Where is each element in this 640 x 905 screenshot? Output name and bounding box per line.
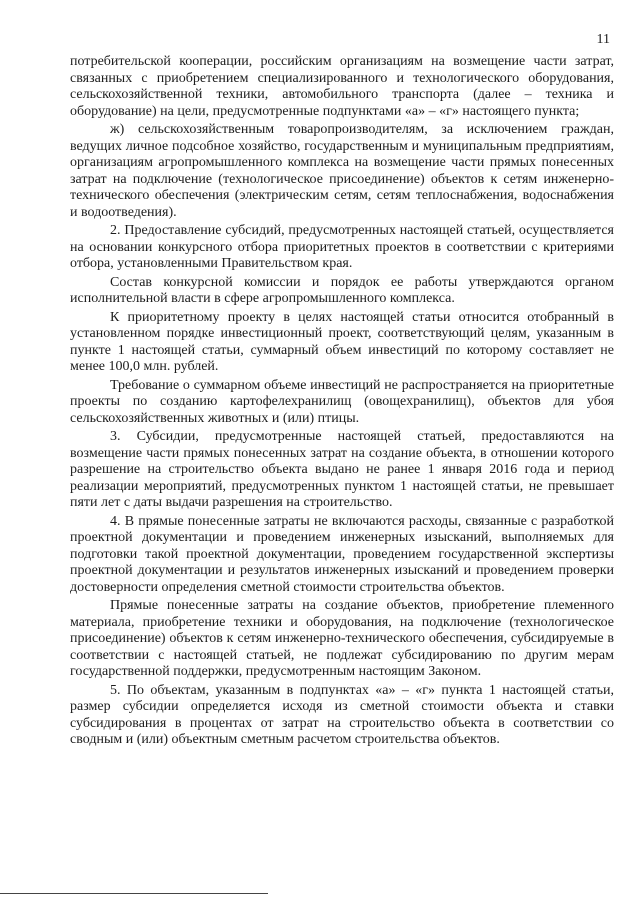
paragraph-continuation: потребительской кооперации, российским организациям на возмещение части затрат, связанных с приобретением специализированного и технологического оборудования, сельскохозяйственной техники, автомобильного транспорта (далее – техника и оборудование) на цели, предусмотренные подпунктами «а» – «г» настоящего пункта; (70, 54, 614, 119)
footer-divider (0, 893, 268, 894)
paragraph-point-2: 2. Предоставление субсидий, предусмотренных настоящей статьей, осуществляется на основании конкурсного отбора приоритетных проектов в соответствии с критериями отбора, установленными Правительством края. (70, 223, 614, 271)
page-number: 11 (596, 32, 610, 47)
paragraph-direct-costs: Прямые понесенные затраты на создание объектов, приобретение племенного материала, приобретение техники и оборудования, на подключение (технологическое присоединение) объектов к сетям инженерно-технического обеспечения, субсидируемые в соответствии с настоящей статьей, не подлежат субсидированию по другим мерам государственной поддержки, предусмотренным настоящим Законом. (70, 598, 614, 679)
paragraph-point-4: 4. В прямые понесенные затраты не включаются расходы, связанные с разработкой проектной документации и проведением инженерных изысканий, выполняемых для подготовки такой проектной документации, проведением государственной экспертизы проектной документации и результатов инженерных изысканий и проведением проверки достоверности определения сметной стоимости строительства объектов. (70, 513, 614, 595)
paragraph-subpoint-zh: ж) сельскохозяйственным товаропроизводителям, за исключением граждан, ведущих личное подсобное хозяйство, государственным и муниципальным предприятиям, организациям агропромышленного комплекса на возмещение части прямых понесенных затрат на подключение (технологическое присоединение) объектов к сетям инженерно-технического обеспечения (электрическим сетям, сетям теплоснабжения, водоснабжения и водоотведения). (70, 122, 614, 220)
paragraph-priority-project: К приоритетному проекту в целях настоящей статьи относится отобранный в установленном порядке инвестиционный проект, соответствующий целям, указанным в пункте 1 настоящей статьи, суммарный объем инвестиций по которому составляет не менее 100,0 млн. рублей. (70, 309, 614, 374)
paragraph-point-3: 3. Субсидии, предусмотренные настоящей статьей, предоставляются на возмещение части прямых понесенных затрат на создание объекта, в отношении которого разрешение на строительство объекта выдано не ранее 1 января 2016 года и период реализации мероприятий, предусмотренных пунктом 1 настоящей статьи, не превышает пяти лет с даты выдачи разрешения на строительство. (70, 429, 614, 510)
paragraph-investment-requirement: Требование о суммарном объеме инвестиций не распространяется на приоритетные проекты по созданию картофелехранилищ (овощехранилищ), объектов для убоя сельскохозяйственных животных и (или) птицы. (70, 377, 614, 426)
paragraph-commission: Состав конкурсной комиссии и порядок ее работы утверждаются органом исполнительной власти в сфере агропромышленного комплекса. (70, 274, 614, 306)
paragraph-point-5: 5. По объектам, указанным в подпунктах «а» – «г» пункта 1 настоящей статьи, размер субсидии определяется исходя из сметной стоимости объекта и ставки субсидирования в процентах от затрат на строительство объекта в соответствии со сводным и (или) объектным сметным расчетом строительства объектов. (70, 682, 614, 747)
document-body (70, 54, 614, 749)
